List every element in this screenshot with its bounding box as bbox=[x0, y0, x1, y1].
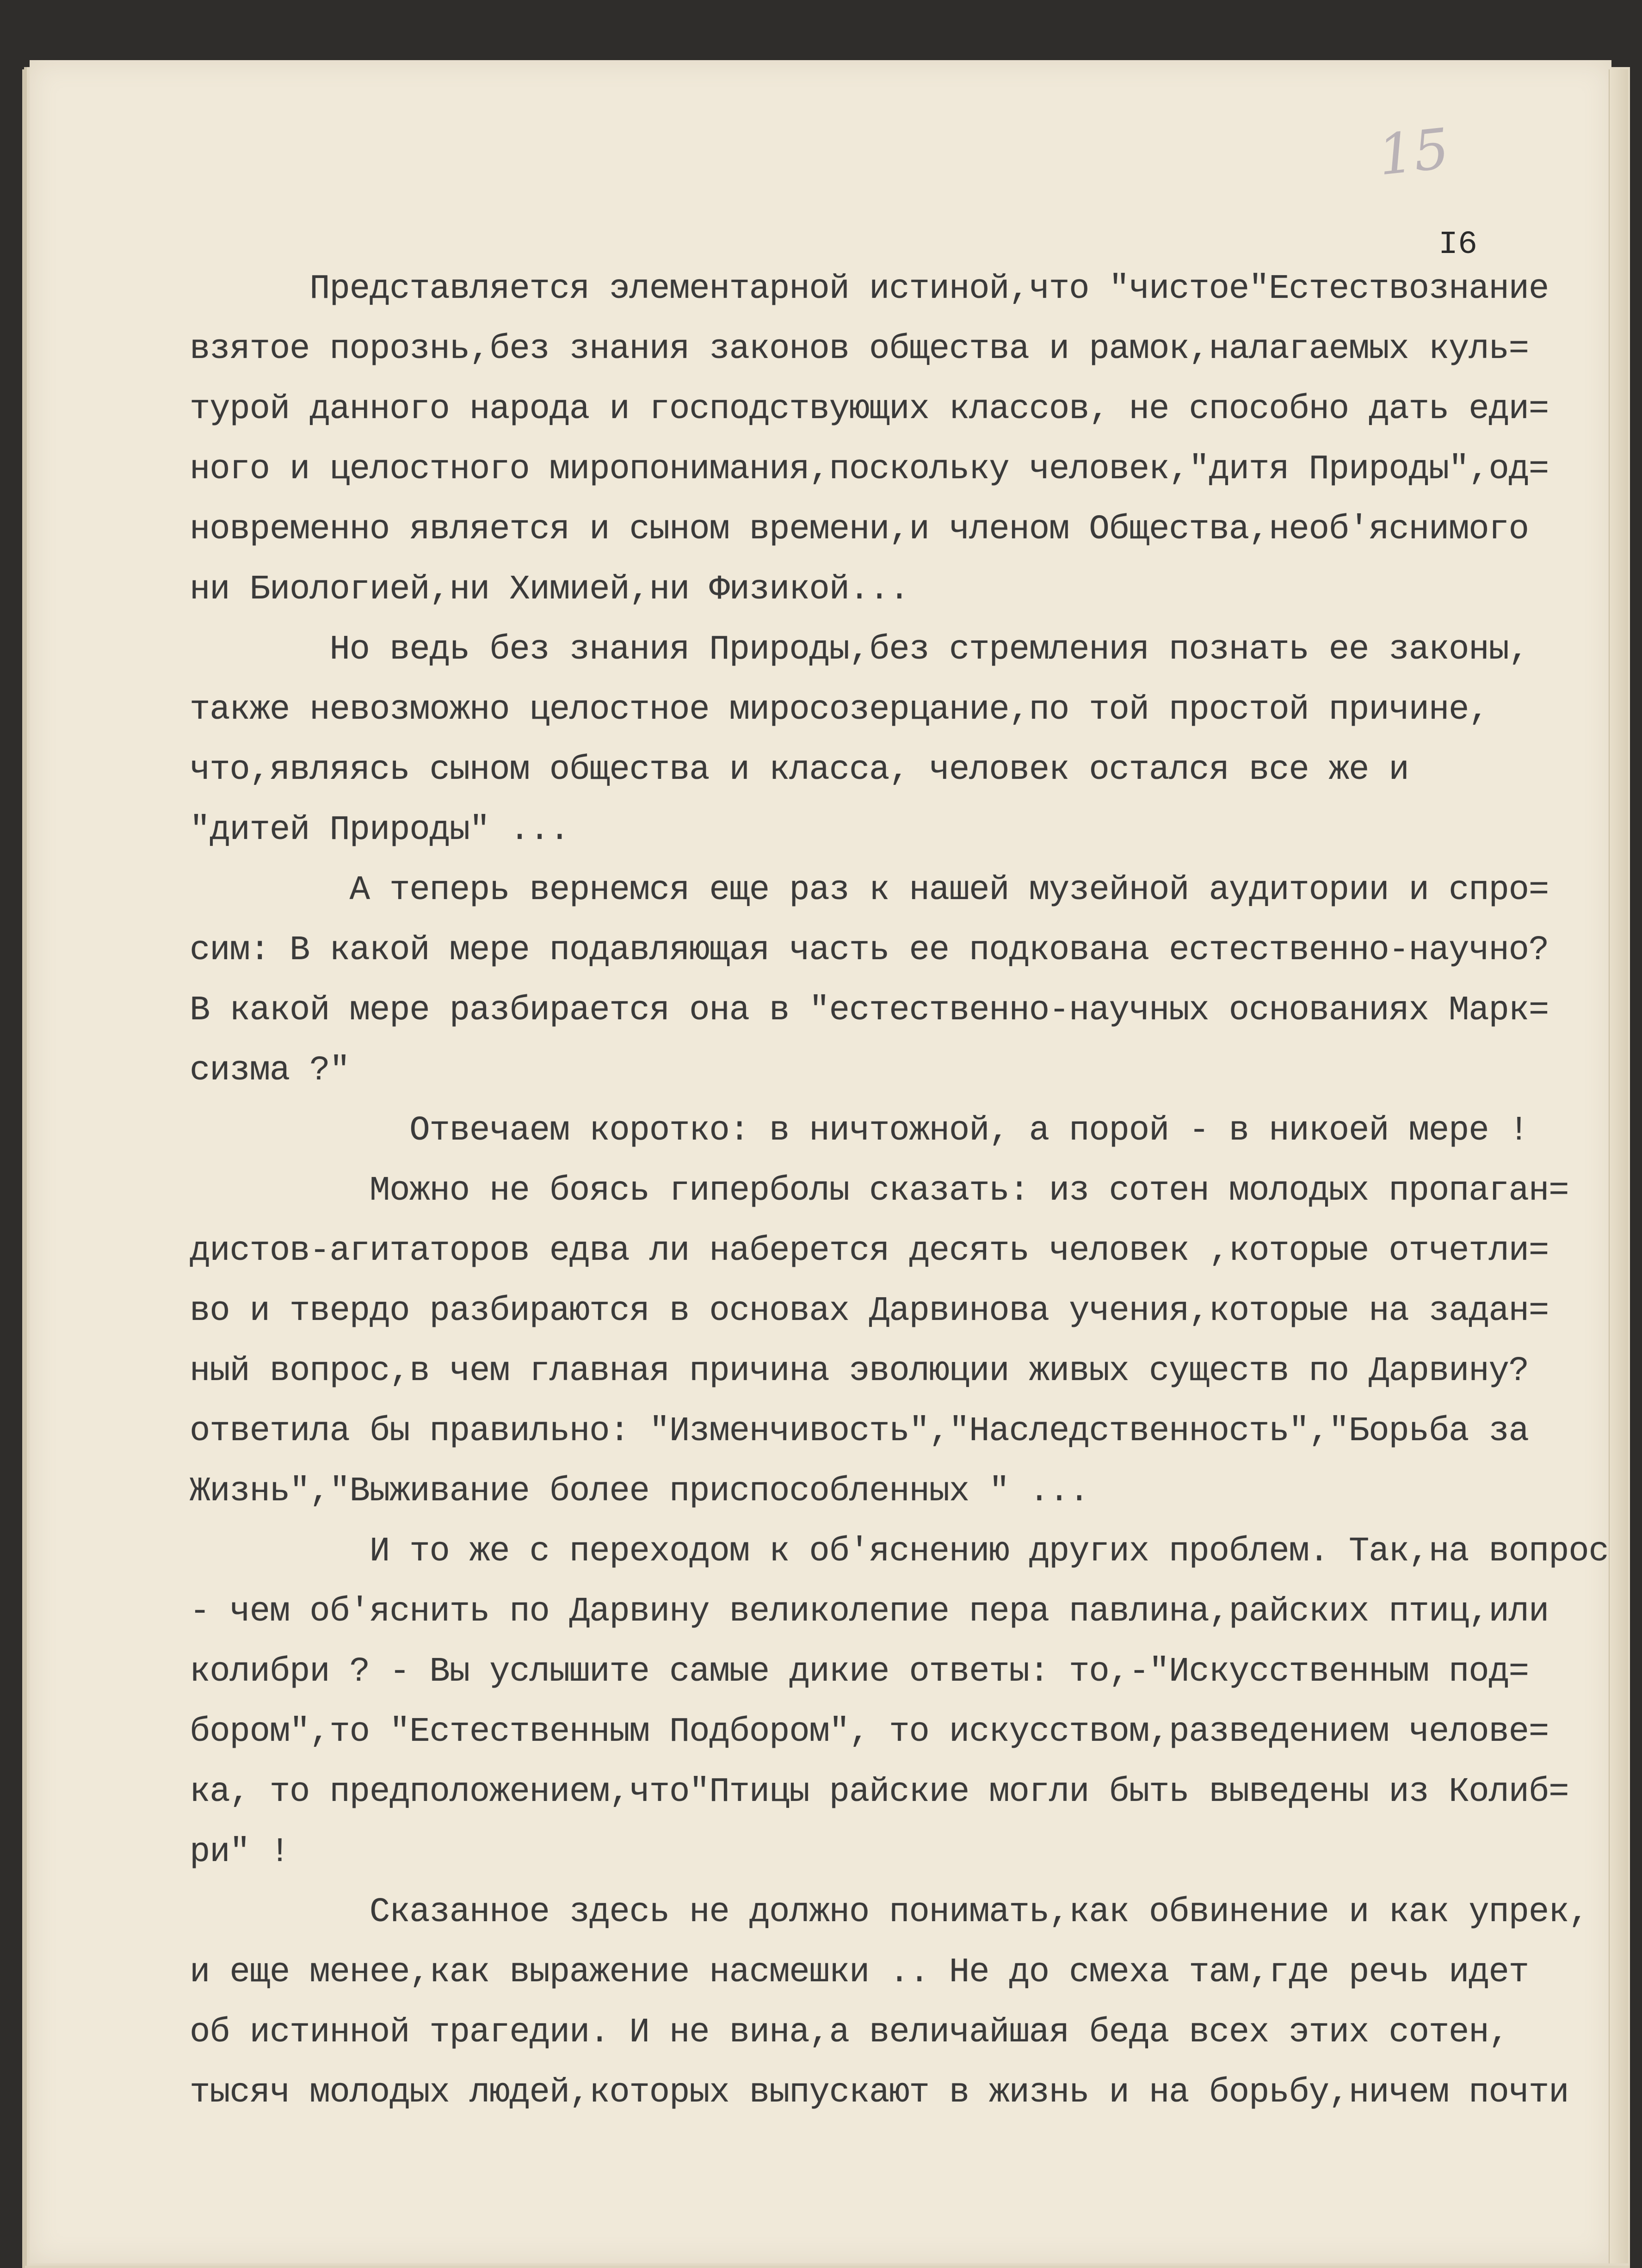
text-line: колибри ? - Вы услышите самые дикие ответы: то,-"Искусственным под= bbox=[190, 1652, 1529, 1691]
text-line: ного и целостного миропонимания,поскольку человек,"дитя Природы",од= bbox=[190, 450, 1549, 489]
text-line: новременно является и сыном времени,и членом Общества,необ'яснимого bbox=[190, 510, 1529, 549]
text-line: турой данного народа и господствующих классов, не способно дать еди= bbox=[190, 390, 1549, 429]
text-line: во и твердо разбираются в основах Дарвинова учения,которые на задан= bbox=[190, 1292, 1549, 1331]
text-line: об истинной трагедии. И не вина,а величайшая беда всех этих сотен, bbox=[190, 2013, 1509, 2052]
text-line: дистов-агитаторов едва ли наберется десять человек ,которые отчетли= bbox=[190, 1232, 1549, 1270]
text-line: и еще менее,как выражение насмешки .. Не до смеха там,где речь идет bbox=[190, 1953, 1529, 1992]
text-line: ка, то предположением,что"Птицы райские могли быть выведены из Колиб= bbox=[190, 1773, 1569, 1812]
text-line: ный вопрос,в чем главная причина эволюции живых существ по Дарвину? bbox=[190, 1352, 1529, 1391]
text-line: Представляется элементарной истиной,что "чистое"Естествознание bbox=[190, 270, 1549, 308]
text-line: бором",то "Естественным Подбором", то искусством,разведением челове= bbox=[190, 1713, 1549, 1751]
text-line: Сказанное здесь не должно понимать,как обвинение и как упрек, bbox=[190, 1893, 1589, 1932]
text-line: Отвечаем коротко: в ничтожной, а порой - в никоей мере ! bbox=[190, 1111, 1529, 1150]
text-line: сим: В какой мере подавляющая часть ее подкована естественно-научно? bbox=[190, 931, 1549, 970]
text-line: ответила бы правильно: "Изменчивость","Наследственность","Борьба за bbox=[190, 1412, 1529, 1451]
text-line: взятое порознь,без знания законов общества и рамок,налагаемых куль= bbox=[190, 330, 1529, 369]
text-line: В какой мере разбирается она в "естественно-научных основаниях Марк= bbox=[190, 991, 1549, 1030]
text-line: Можно не боясь гиперболы сказать: из сотен молодых пропаган= bbox=[190, 1171, 1569, 1210]
archive-pencil-number: 15 bbox=[1375, 117, 1452, 188]
text-line: И то же с переходом к об'яснению других проблем. Так,на вопрос bbox=[190, 1532, 1609, 1571]
text-line: "дитей Природы" ... bbox=[190, 811, 569, 850]
text-line: ни Биологией,ни Химией,ни Физикой... bbox=[190, 570, 909, 609]
text-line: ри" ! bbox=[190, 1833, 290, 1872]
text-line: А теперь вернемся еще раз к нашей музейной аудитории и спро= bbox=[190, 871, 1549, 910]
text-line: тысяч молодых людей,которых выпускают в жизнь и на борьбу,ничем почти bbox=[190, 2073, 1569, 2112]
text-line: что,являясь сыном общества и класса, человек остался все же и bbox=[190, 751, 1409, 789]
text-line: - чем об'яснить по Дарвину великолепие пера павлина,райских птиц,или bbox=[190, 1592, 1549, 1631]
text-line: Жизнь","Выживание более приспособленных " ... bbox=[190, 1472, 1089, 1511]
text-line: также невозможно целостное миросозерцание,по той простой причине, bbox=[190, 690, 1489, 729]
page-number: I6 bbox=[1438, 227, 1478, 263]
text-line: Но ведь без знания Природы,без стремления познать ее законы, bbox=[190, 630, 1529, 669]
page-edge bbox=[1609, 69, 1628, 2263]
body-text bbox=[190, 259, 1609, 2123]
text-line: сизма ?" bbox=[190, 1051, 350, 1090]
